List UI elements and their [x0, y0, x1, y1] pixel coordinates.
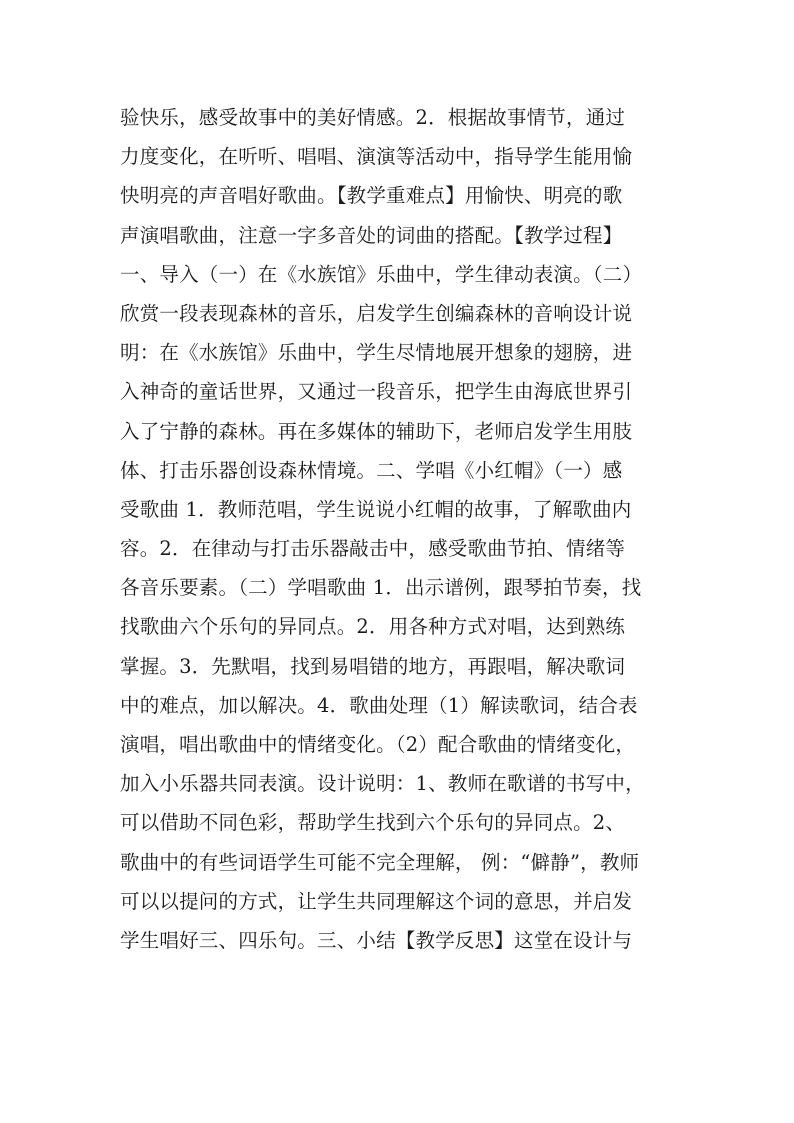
text-line: 一、导入（一）在《水族馆》乐曲中，学生律动表演。（二） [120, 262, 643, 286]
text-line: 加入小乐器共同表演。设计说明：1、教师在歌谱的书写中， [120, 772, 645, 796]
text-line: 声演唱歌曲，注意一字多音处的词曲的搭配。【教学过程】 [120, 223, 623, 247]
body-text [120, 98, 690, 960]
text-line: 入了宁静的森林。再在多媒体的辅助下，老师启发学生用肢 [120, 419, 633, 443]
text-line: 验快乐，感受故事中的美好情感。2．根据故事情节，通过 [120, 106, 626, 129]
text-line: 演唱，唱出歌曲中的情绪变化。（2）配合歌曲的情绪变化， [120, 733, 636, 756]
text-line: 入神奇的童话世界，又通过一段音乐，把学生由海底世界引 [120, 380, 633, 404]
text-line: 快明亮的声音唱好歌曲。【教学重难点】用愉快、明亮的歌 [120, 184, 623, 208]
text-line: 歌曲中的有些词语学生可能不完全理解， 例：“僻静”，教师 [120, 850, 640, 874]
text-line: 各音乐要素。（二）学唱歌曲 1．出示谱例，跟琴拍节奏，找 [120, 576, 642, 600]
text-line: 体、打击乐器创设森林情境。二、学唱《小红帽》（一）感 [120, 458, 623, 482]
text-line: 中的难点，加以解决。4．歌曲处理（1）解读歌词，结合表 [120, 693, 638, 717]
text-line: 容。2．在律动与打击乐器敲击中，感受歌曲节拍、情绪等 [120, 537, 626, 561]
text-line: 可以以提问的方式，让学生共同理解这个词的意思，并启发 [120, 889, 633, 913]
text-line: 可以借助不同色彩，帮助学生找到六个乐句的异同点。2、 [120, 811, 626, 835]
text-line: 力度变化，在听听、唱唱、演演等活动中，指导学生能用愉 [120, 145, 633, 169]
text-line: 受歌曲 1．教师范唱，学生说说小红帽的故事，了解歌曲内 [120, 497, 632, 521]
text-line: 欣赏一段表现森林的音乐，启发学生创编森林的音响设计说 [120, 301, 633, 325]
text-line: 掌握。3．先默唱，找到易唱错的地方，再跟唱，解决歌词 [120, 654, 626, 678]
text-line: 找歌曲六个乐句的异同点。2．用各种方式对唱，达到熟练 [120, 615, 626, 639]
text-line: 学生唱好三、四乐句。三、小结【教学反思】这堂在设计与 [120, 928, 633, 952]
text-line: 明：在《水族馆》乐曲中，学生尽情地展开想象的翅膀，进 [120, 341, 633, 365]
